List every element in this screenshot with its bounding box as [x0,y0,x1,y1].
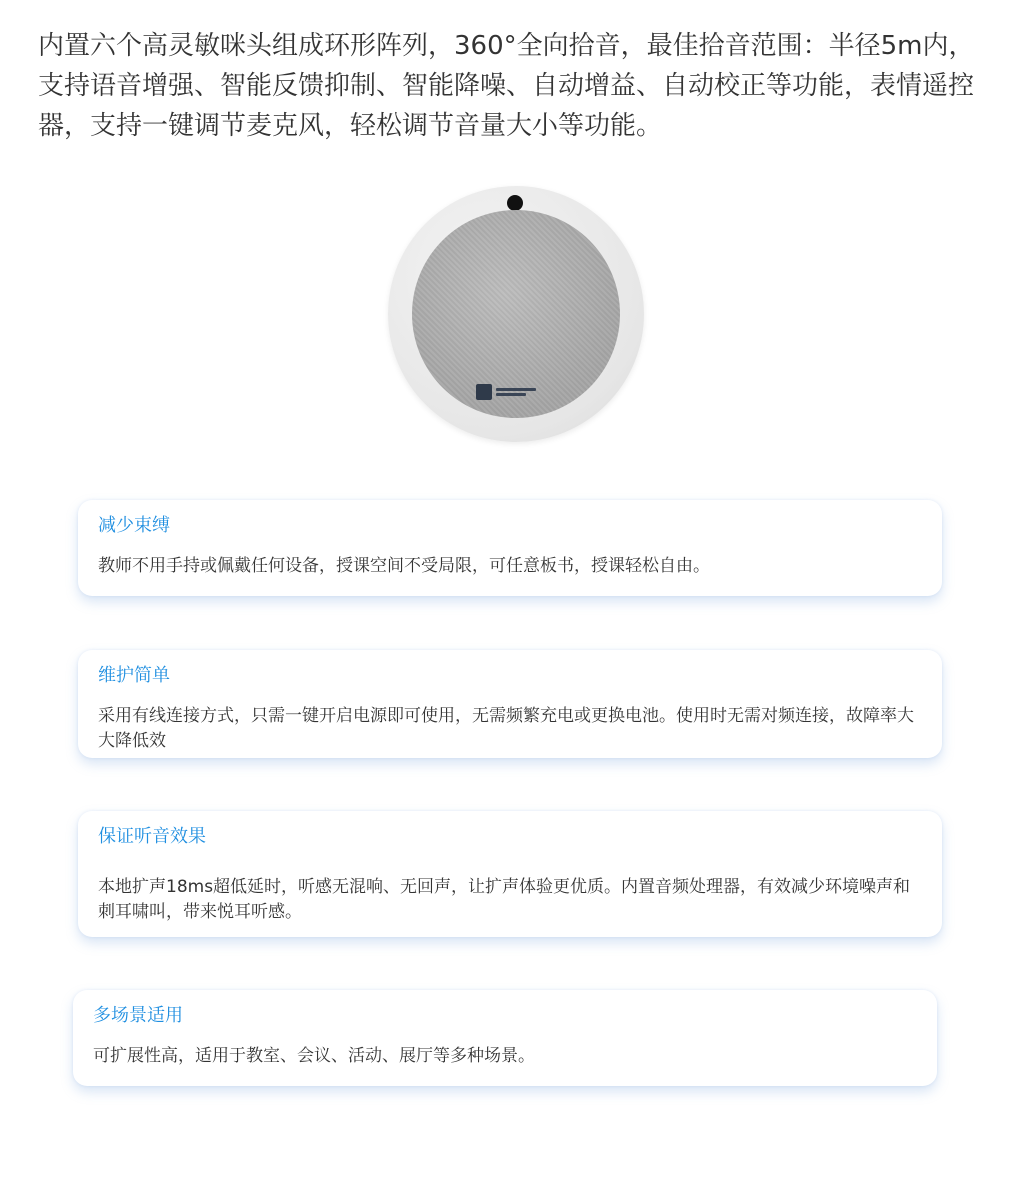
intro-paragraph: 内置六个高灵敏咪头组成环形阵列，360°全向拾音，最佳拾音范围：半径5m内，支持语音增强、智能反馈抑制、智能降噪、自动增益、自动校正等功能，表情遥控器，支持一键调节麦克风，轻松调节音量大小等功能。 [38,31,975,141]
feature-card-easy-maintenance [78,650,942,758]
feature-title: 维护简单 [98,665,170,686]
microphone-product-image [388,186,644,442]
brand-logo-wordmark [496,388,536,396]
feature-title: 保证听音效果 [98,826,206,847]
feature-description: 可扩展性高，适用于教室、会议、活动、展厅等多种场景。 [93,1046,535,1066]
feature-card-reduce-constraints [78,500,942,596]
feature-description: 本地扩声18ms超低延时，听感无混响、无回声，让扩声体验更优质。内置音频处理器，有效减少环境噪声和刺耳啸叫，带来悦耳听感。 [98,877,911,922]
feature-title: 多场景适用 [93,1005,183,1026]
feature-description: 教师不用手持或佩戴任何设备，授课空间不受局限，可任意板书，授课轻松自由。 [98,556,710,576]
feature-description: 采用有线连接方式，只需一键开启电源即可使用，无需频繁充电或更换电池。使用时无需对频连接，故障率大大降低效 [98,706,914,751]
brand-logo [476,384,536,400]
feature-card-audio-quality [78,811,942,937]
indicator-light-icon [507,195,523,211]
feature-card-multi-scenario [73,990,937,1086]
feature-title: 减少束缚 [98,515,170,536]
brand-logo-icon [476,384,492,400]
